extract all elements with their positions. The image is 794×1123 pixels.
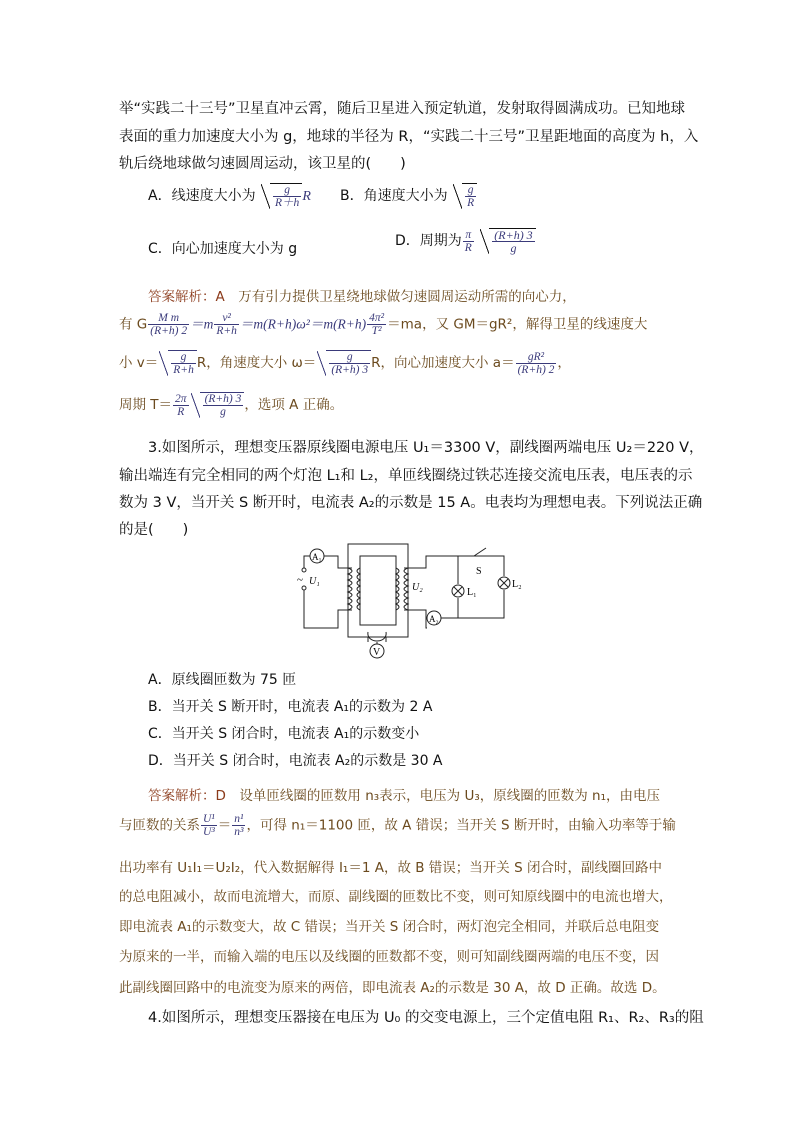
terminal-bottom [302,586,306,590]
label-s: S [476,566,482,577]
q3-answer-line-6: 为原来的一半，而输入端的电压以及线圈的匝数都不变，则可知副线圈两端的电压不变，因 [119,949,659,965]
q2-answer-line-2: 有 G $\frac{\text{M m}}{(R+h) 2}$ ＝m $\frac{\text{v²}}{R+h}$ ＝m(R+h)ω²＝m(R+h) $\frac{\text{4π²}}{\text{T²}}$ ＝ma，又 GM＝gR²，解得卫星的线速度大 [119,312,648,337]
primary-coil [348,568,360,610]
answer-tag: 答案解析：D [148,788,226,804]
q3-answer-line-5: 即电流表 A₁的示数变大，故 C 错误；当开关 S 闭合时，两灯泡完全相同，并联后总电阻变 [119,919,660,935]
label-u1: U₁ [309,576,320,587]
transformer-circuit-diagram [290,538,540,664]
intro-line-1: 举“实践二十三号”卫星直冲云霄，随后卫星进入预定轨道，发射取得圆满成功。已知地球 [119,101,686,117]
q3-answer-line-1: 答案解析：D 设单匝线圈的匝数用 n₃表示，电压为 U₃，原线圈的匝数为 n₁，由电压 [148,788,661,804]
q2-option-a: A．线速度大小为 $\frac{g}{R+h}$ R [148,184,311,209]
q2-answer-line-3: 小 v＝ $\frac{g}{R+h}$ R，角速度大小 ω＝ $\frac{g}{(R+h) 3}$ R，向心加速度大小 a＝ $\frac{\text{gR²}}{(R+h) 2}$ ， [119,350,571,376]
lamp-l2 [498,577,510,589]
q3-answer-line-7: 此副线圈回路中的电流变为原来的两倍，即电流表 A₂的示数是 30 A，故 D 正确。故选 D。 [119,980,666,996]
sqrt-symbol: $\frac{g}{R+h}$ [270,183,302,209]
switch-s [474,548,486,556]
iron-core-outer [348,544,408,637]
terminal-top [302,568,306,572]
q3-line-4: 的是( ) [119,522,189,538]
q3-option-d: D．当开关 S 闭合时，电流表 A₂的示数是 30 A [148,753,443,769]
q3-line-3: 数为 3 V，当开关 S 断开时，电流表 A₂的示数是 15 A。电表均为理想电表。下列说法正确 [119,495,703,511]
q3-answer-line-3: 出功率有 U₁I₁＝U₂I₂，代入数据解得 I₁＝1 A，故 B 错误；当开关 S 闭合时，副线圈回路中 [119,860,662,876]
intro-line-3: 轨后绕地球做匀速圆周运动，该卫星的( ) [119,156,406,172]
q3-option-c: C．当开关 S 闭合时，电流表 A₁的示数变小 [148,726,420,742]
q2-answer-line-4: 周期 T＝ $\frac{2\pi}{R}$ $\frac{(R+h) 3}{g}$ ，选项 A 正确。 [119,392,344,418]
q2-option-d: D．周期为 $\frac{\pi}{R}$ $\frac{(R+h) 3}{g}$ [395,228,536,254]
iron-core-inner [360,556,396,625]
q3-line-1: 3.如图所示，理想变压器原线圈电源电压 U₁＝3300 V，副线圈两端电压 U₂＝220 V， [148,440,704,456]
q3-option-b: B．当开关 S 断开时，电流表 A₁的示数为 2 A [148,699,433,715]
secondary-coil [396,568,408,610]
lamp-l1 [452,585,464,597]
q4-line-1: 4.如图所示，理想变压器接在电压为 U₀ 的交变电源上，三个定值电阻 R₁、R₂、R₃的阻 [148,1010,704,1026]
q2-option-b: B．角速度大小为 $\frac{g}{R}$ [340,183,477,209]
answer-tag: 答案解析：A [148,289,225,305]
label-v: V [373,647,381,658]
intro-line-2: 表面的重力加速度大小为 g，地球的半径为 R，“实践二十三号”卫星距地面的高度为 h，入 [119,129,699,145]
q2-option-c: C．向心加速度大小为 g [148,241,298,257]
label-ac-source: ~ [297,574,303,586]
label-a1: A₁ [312,552,322,562]
q3-answer-line-2: 与匝数的关系 $\frac{\text{U¹}}{\text{U³}}$ ＝ $\frac{\text{n¹}}{\text{n³}}$ ，可得 n₁＝1100 匝，故 A 错误；当开关 S 断开时，由输入功率等于输 [119,813,676,838]
sqrt-symbol: $\frac{(R+h) 3}{g}$ [489,228,535,254]
label-l1: L₁ [467,587,477,598]
label-a2: A₂ [429,614,439,624]
q3-answer-line-4: 的总电阻减小，故而电流增大，而原、副线圈的匝数比不变，则可知原线圈中的电流也增大， [119,889,673,905]
q3-option-a: A．原线圈匝数为 75 匝 [148,672,297,688]
label-u2: U₂ [412,582,423,593]
label-l2: L₂ [512,579,522,590]
q2-answer-line-1: 答案解析：A 万有引力提供卫星绕地球做匀速圆周运动所需的向心力， [148,289,576,305]
q3-line-2: 输出端连有完全相同的两个灯泡 L₁和 L₂，单匝线圈绕过铁芯连接交流电压表，电压表的示 [119,468,693,484]
sqrt-symbol: $\frac{g}{R}$ [462,183,477,209]
